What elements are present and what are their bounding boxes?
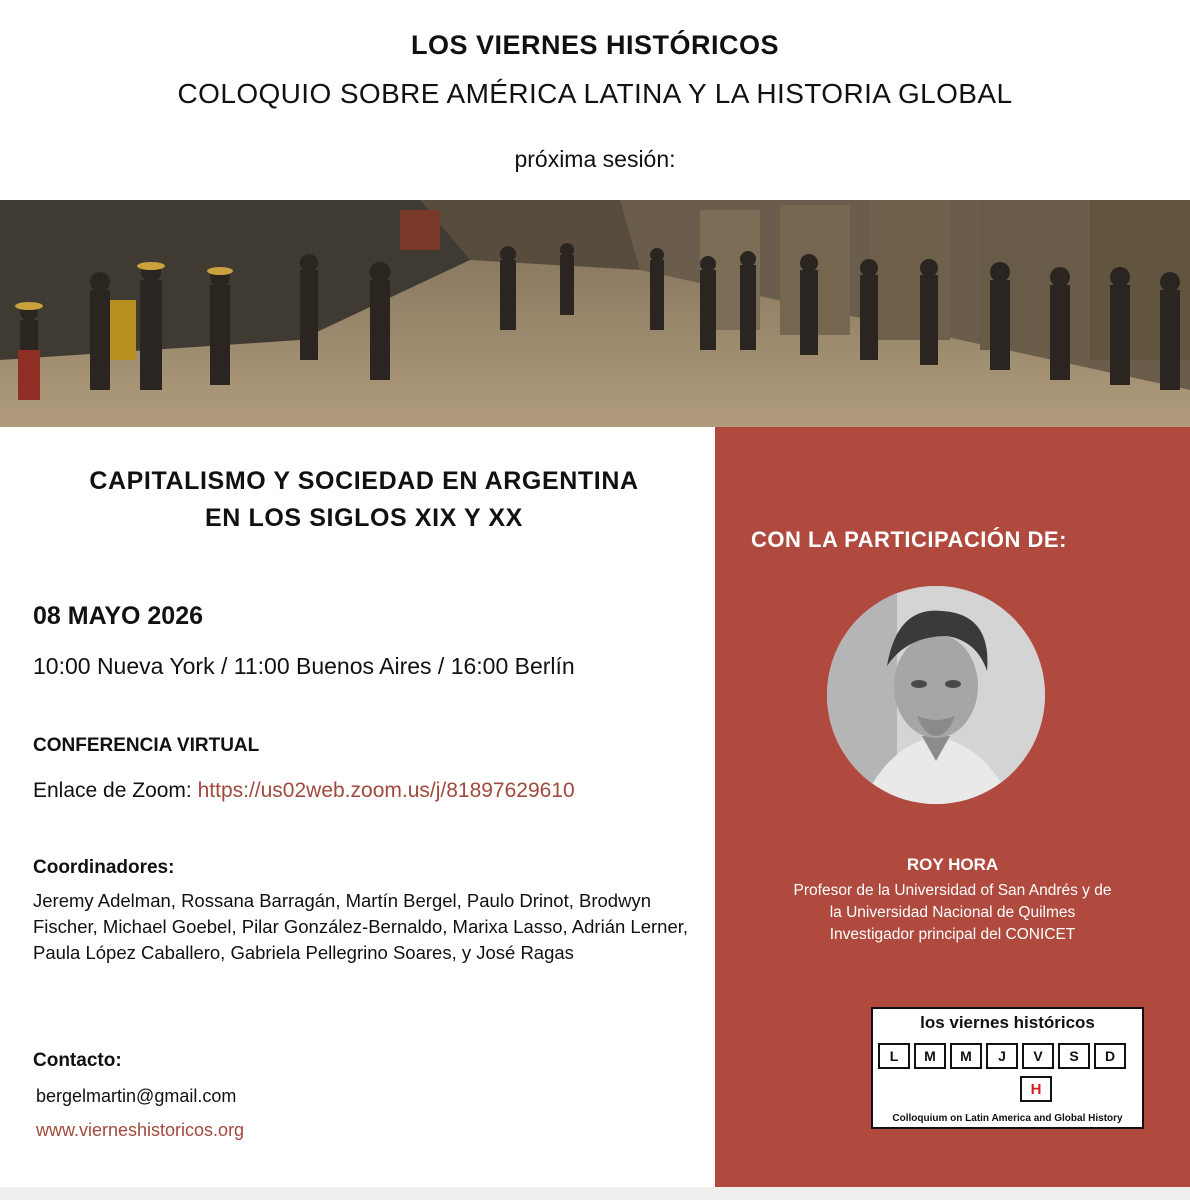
speaker-name: ROY HORA — [906, 855, 999, 874]
logo-day-saturday: S — [1058, 1043, 1090, 1069]
next-session-label: próxima sesión: — [514, 146, 676, 172]
session-date: 08 MAYO 2026 — [33, 602, 204, 630]
logo-day-tuesday: M — [914, 1043, 946, 1069]
conference-label: CONFERENCIA VIRTUAL — [33, 735, 260, 756]
zoom-link[interactable]: https://us02web.zoom.us/j/81897629610 — [197, 779, 575, 802]
session-title-line-2: EN LOS SIGLOS XIX Y XX — [205, 504, 523, 532]
colloquium-logo — [871, 1007, 1144, 1129]
speaker-bio-line-3: Investigador principal del CONICET — [829, 926, 1076, 943]
logo-title: los viernes históricos — [920, 1013, 1095, 1032]
zoom-label: Enlace de Zoom: — [33, 779, 198, 802]
speaker-bio — [715, 880, 1190, 946]
historic-street-photo — [0, 200, 1190, 427]
session-title — [0, 463, 728, 537]
page-subtitle: COLOQUIO SOBRE AMÉRICA LATINA Y LA HISTORIA GLOBAL — [177, 78, 1013, 109]
zoom-line — [33, 779, 575, 803]
logo-weekday-row — [878, 1043, 1126, 1069]
speaker-bio-line-2: la Universidad Nacional de Quilmes — [829, 904, 1076, 921]
logo-tagline: Colloquium on Latin America and Global History — [892, 1113, 1123, 1124]
speaker-bio-line-1: Profesor de la Universidad of San Andrés y de — [793, 882, 1112, 899]
session-times: 10:00 Nueva York / 11:00 Buenos Aires / 16:00 Berlín — [33, 653, 575, 679]
logo-day-friday: V — [1022, 1043, 1054, 1069]
logo-day-thursday: J — [986, 1043, 1018, 1069]
portrait-illustration — [827, 586, 1045, 804]
logo-day-monday: L — [878, 1043, 910, 1069]
page-title: LOS VIERNES HISTÓRICOS — [410, 30, 780, 60]
session-title-line-1: CAPITALISMO Y SOCIEDAD EN ARGENTINA — [89, 467, 639, 495]
logo-day-sunday: D — [1094, 1043, 1126, 1069]
logo-highlight-h: H — [1020, 1076, 1052, 1102]
street-scene-illustration — [0, 200, 1190, 427]
bottom-strip — [0, 1187, 1190, 1200]
website-link[interactable]: www.vierneshistoricos.org — [36, 1120, 245, 1140]
speaker-portrait — [827, 586, 1045, 804]
contact-email[interactable]: bergelmartin@gmail.com — [36, 1086, 237, 1106]
contact-label: Contacto: — [33, 1050, 122, 1071]
coordinators-label: Coordinadores: — [33, 857, 175, 878]
logo-day-wednesday: M — [950, 1043, 982, 1069]
participation-heading: CON LA PARTICIPACIÓN DE: — [751, 527, 1067, 552]
coordinators-list: Jeremy Adelman, Rossana Barragán, Martín Bergel, Paulo Drinot, Brodwyn Fischer, Michael Goebel, Pilar González-Bernaldo, Marixa Lasso, Adrián Lerner, Paula López Caballero, Gabriela Pellegrino Soares, y José Ragas — [33, 890, 689, 963]
